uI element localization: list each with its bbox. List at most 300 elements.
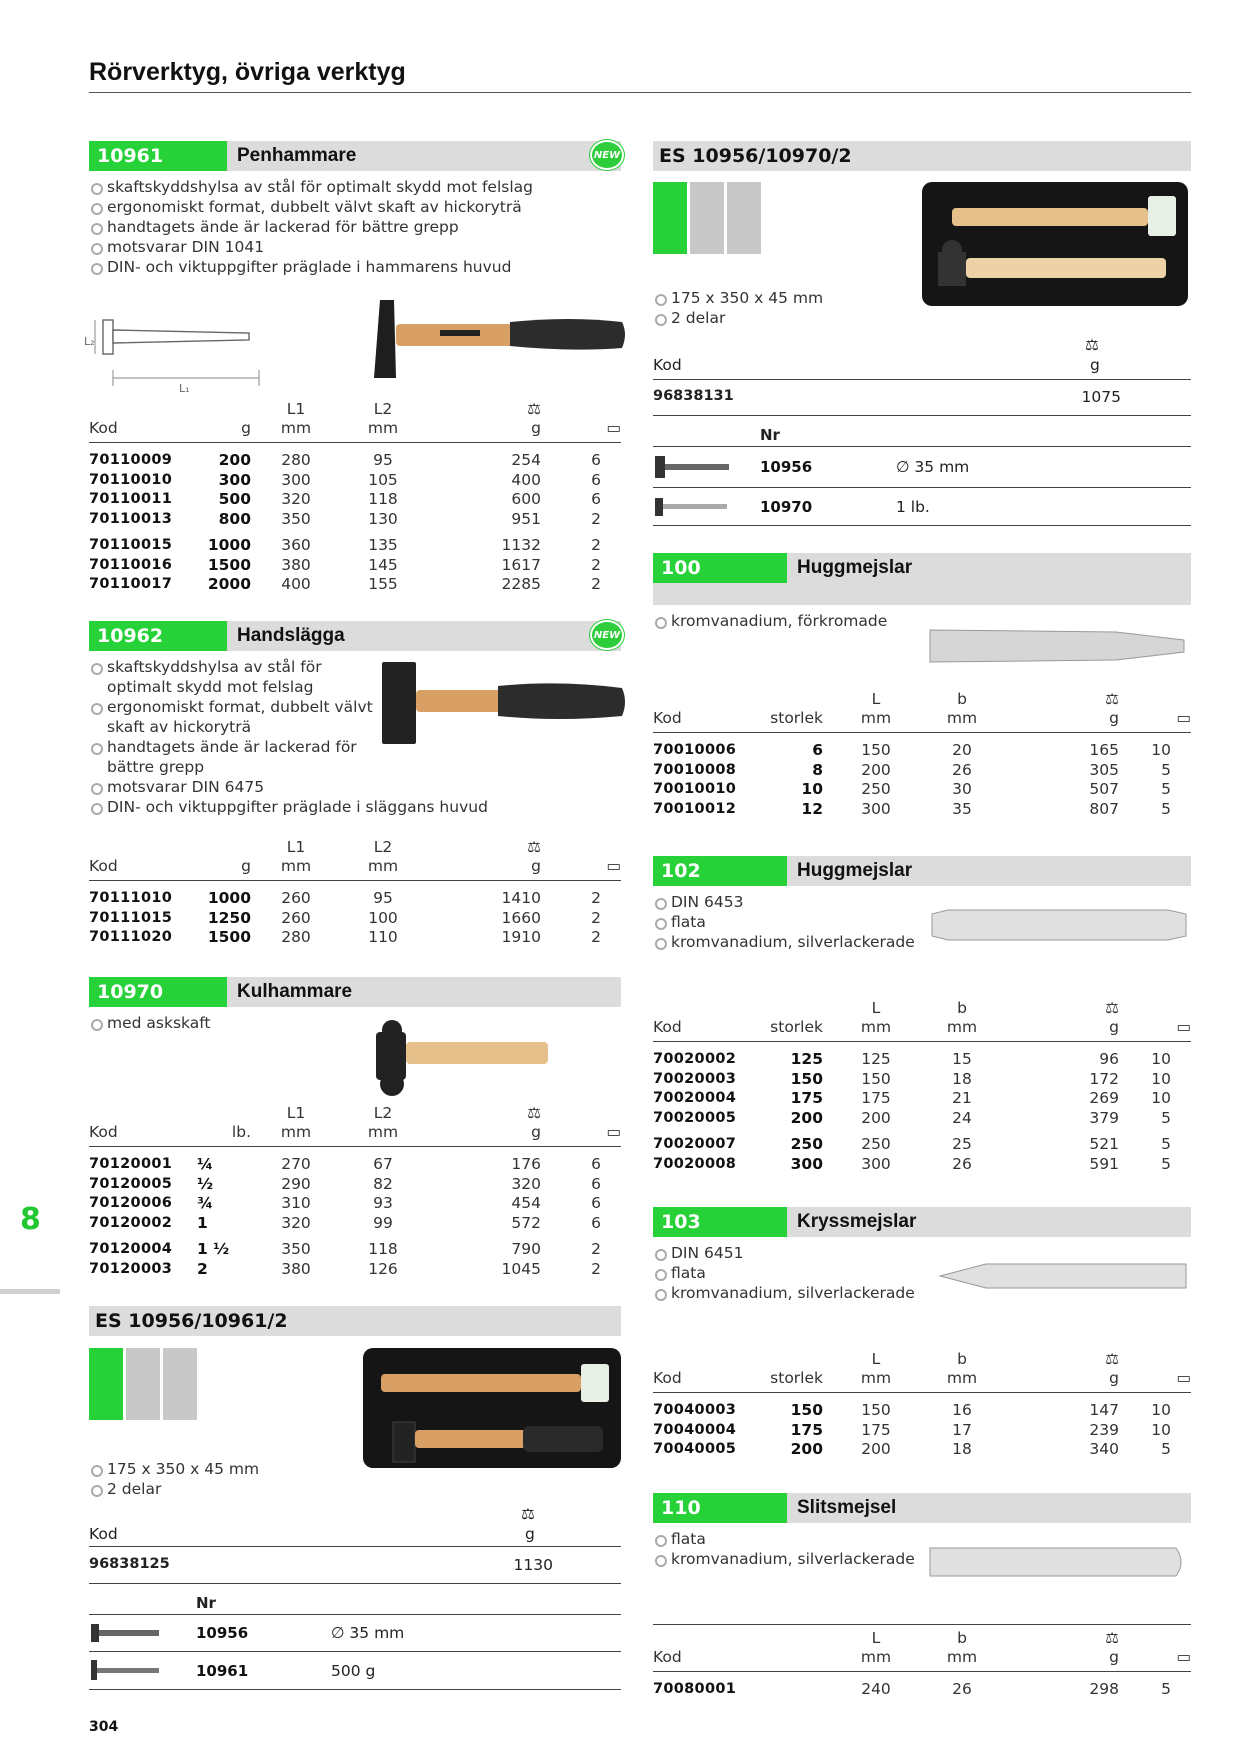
table-cell: 70110009 [89,452,173,468]
table-cell: 5 [1161,1154,1171,1173]
article-name: Handslägga [237,625,345,646]
table-cell: 175 [790,1420,823,1439]
col-storlek: storlek [753,1350,823,1393]
table-cell: 70020005 [653,1109,737,1126]
table-cell: 125 [790,1050,823,1068]
package-icon: ▭ [1119,1350,1191,1393]
col-l2 [341,400,425,443]
table-cell: 70120006 [89,1195,173,1211]
mini-hammer-icon [89,1622,165,1644]
table-cell: 6 [591,470,601,489]
table-cell: 360 [281,536,311,554]
product-image-tray-1 [363,1348,621,1468]
table-cell: 300 [218,470,251,489]
col-l1-unit: mm [280,857,312,875]
table-cell: 70040005 [653,1441,737,1457]
set-weight: 1075 [1081,388,1121,406]
col-storlek: storlek [753,690,823,733]
section-header [89,621,621,651]
table-cell: 2 [591,889,601,907]
spec-table-110 [653,1624,1191,1700]
table-cell: 500 [218,490,251,508]
table-row [89,1147,621,1175]
table-cell: 270 [281,1155,311,1173]
col-l [823,1350,929,1393]
swatch-green [89,1348,123,1420]
table-row [89,510,621,530]
table-cell: 82 [373,1174,393,1193]
col-l-unit: mm [860,1018,892,1036]
table-cell: 1000 [207,536,251,554]
table-cell: 126 [368,1259,398,1278]
feature-item: ergonomiskt format, dubbelt välvt skaft av hickoryträ [89,197,621,217]
col-l2-label: L2 [373,838,393,856]
table-cell: 340 [1089,1440,1119,1458]
section-header [89,1306,621,1336]
feature-item: flata [653,1529,1191,1549]
table-cell: 70010010 [653,781,737,797]
set-row [653,384,1191,416]
table-cell: 70120004 [89,1241,173,1257]
new-badge: NEW [590,620,624,650]
table-cell: 176 [511,1155,541,1173]
dimension-drawing [84,300,269,395]
table-row [89,1260,621,1280]
table-cell: 807 [1089,799,1119,818]
table-cell: 2 [591,575,601,593]
table-row [653,761,1191,781]
table-cell: 254 [511,451,541,469]
table-cell: 20 [952,741,972,759]
table-cell: 269 [1089,1089,1119,1107]
product-image-chisel-102 [928,904,1190,944]
col-l2 [341,838,425,881]
feature-item: 2 delar [653,308,823,328]
col-weight [425,400,541,443]
set-row [89,1552,621,1584]
table-cell: 172 [1089,1069,1119,1088]
mini-hammer-icon [653,496,733,518]
col-b-unit: mm [946,709,978,727]
spec-table-100 [653,690,1191,819]
color-swatch [89,1348,197,1420]
col-weight-unit: g [1109,1018,1119,1036]
col-l1-label: L1 [286,1104,306,1122]
set-title: ES 10956/10970/2 [653,141,860,171]
table-cell: 2000 [207,575,251,593]
article-code: 103 [653,1207,787,1237]
table-cell: 12 [801,799,823,818]
table-row [89,1175,621,1195]
table-cell: 5 [1161,1135,1171,1153]
col-weight-unit: g [525,1525,535,1543]
col-l1 [251,838,341,881]
section-es-10961 [89,1306,621,1336]
table-cell: 175 [861,1089,891,1107]
article-name: Kulhammare [237,981,353,1002]
product-image-kulhammare [370,1018,550,1098]
package-icon: ▭ [1119,690,1191,733]
table-cell: 1250 [207,908,251,927]
table-cell: 24 [952,1108,972,1127]
table-cell: 70120001 [89,1156,173,1172]
table-row [653,1393,1191,1421]
table-cell: 200 [790,1440,823,1458]
table-cell: 200 [861,1108,891,1127]
table-cell: 99 [373,1213,393,1232]
col-l1-label: L1 [286,400,306,418]
feature-item: motsvarar DIN 6475 [89,777,379,797]
section-10961 [89,141,621,277]
spec-table-102 [653,999,1191,1174]
feature-list [89,177,621,277]
table-cell: 70020004 [653,1090,737,1106]
section-header [653,553,1191,605]
spec-table-10961 [89,400,621,595]
col-weight-unit: g [531,857,541,875]
table-cell: 70020003 [653,1070,737,1087]
col-weight [425,1104,541,1147]
scale-icon: ⚖ [527,1104,541,1122]
feature-item: flata [653,912,1191,932]
table-cell: 16 [952,1401,972,1419]
table-cell: 70120002 [89,1214,173,1231]
color-swatch [653,182,761,254]
col-weight-unit: g [531,1123,541,1141]
col-b [929,690,995,733]
table-cell: 93 [373,1194,393,1212]
product-image-chisel-110 [926,1544,1190,1580]
table-cell: 250 [790,1135,823,1153]
article-code: 10970 [89,977,227,1007]
table-cell: 1910 [501,928,541,946]
table-cell: 1 ½ [197,1240,230,1258]
table-cell: 150 [861,741,891,759]
table-cell: 150 [861,1069,891,1088]
chapter-tab-bar [0,1289,60,1294]
table-cell: 1 [197,1213,208,1232]
table-cell: 2 [197,1259,208,1278]
set-table-head [653,336,1191,380]
set-item-nr: 10961 [196,1661,249,1680]
table-cell: 70010006 [653,742,737,758]
col-b [929,1625,995,1672]
package-icon: ▭ [541,1104,621,1147]
table-cell: 2 [591,536,601,554]
table-row [89,471,621,491]
table-row [653,1155,1191,1175]
swatch-green [653,182,687,254]
col-g: g [179,838,251,881]
table-cell: 70040003 [653,1402,737,1418]
table-cell: 2 [591,1240,601,1258]
scale-icon: ⚖ [1085,336,1099,354]
article-code: 10962 [89,621,227,651]
table-row [89,1214,621,1234]
table-cell: 105 [368,470,398,489]
table-cell: 25 [952,1135,972,1153]
table-row [89,1194,621,1214]
feature-list [653,288,823,328]
table-cell: 379 [1089,1108,1119,1127]
col-weight [995,1625,1119,1672]
table-cell: 175 [790,1089,823,1107]
spec-table-10970 [89,1104,621,1279]
table-row [653,780,1191,800]
table-cell: 70010008 [653,761,737,778]
swatch-gray [727,182,761,254]
col-weight-unit: g [1109,1369,1119,1387]
swatch-gray [690,182,724,254]
col-lb: lb. [179,1104,251,1147]
table-cell: 70110015 [89,537,173,553]
table-row [89,575,621,595]
col-b-label: b [957,1629,967,1647]
table-cell: 200 [790,1108,823,1127]
article-name: Penhammare [237,145,357,166]
set-kod: 96838131 [653,388,734,404]
table-cell: 380 [281,555,311,574]
dim-label-l2: L₂ [84,335,95,348]
table-cell: 2 [591,928,601,946]
set-item-row [89,1614,621,1652]
col-storlek: storlek [753,999,823,1042]
scale-icon: ⚖ [1105,1629,1119,1647]
product-image-penhammare [360,292,630,392]
article-name: Huggmejslar [797,557,913,578]
set-item-desc: ∅ 35 mm [331,1624,405,1642]
table-cell: 26 [952,760,972,779]
col-weight-unit: g [1109,1648,1119,1666]
table-cell: 350 [281,509,311,528]
col-l1-label: L1 [286,838,306,856]
col-l1 [251,1104,341,1147]
feature-item: med askskaft [89,1013,621,1033]
spec-table-10962 [89,838,621,948]
table-row [653,1070,1191,1090]
col-l2-unit: mm [367,857,399,875]
table-cell: 70110017 [89,576,173,592]
table-cell: 10 [1151,741,1171,759]
table-row [653,800,1191,820]
table-cell: ¼ [197,1155,214,1173]
col-l1-unit: mm [280,1123,312,1141]
table-cell: 260 [281,889,311,907]
col-kod: Kod [89,838,179,881]
set-weight: 1130 [513,1556,553,1574]
set-item-desc: 1 lb. [896,497,930,516]
table-cell: 147 [1089,1401,1119,1419]
col-b-unit: mm [946,1018,978,1036]
product-image-chisel-103 [936,1256,1190,1296]
swatch-gray [163,1348,197,1420]
col-l-label: L [871,1350,881,1368]
table-cell: 1500 [207,928,251,946]
table-cell: 300 [861,799,891,818]
table-cell: 240 [861,1680,891,1698]
table-cell: 400 [511,470,541,489]
scale-icon: ⚖ [1105,1350,1119,1368]
table-cell: 320 [281,1213,311,1232]
col-b [929,999,995,1042]
table-cell: 70111010 [89,890,173,906]
table-cell: 10 [1151,1050,1171,1068]
table-row [89,556,621,576]
table-cell: 70010012 [653,800,737,817]
col-l1-unit: mm [280,419,312,437]
table-cell: 305 [1089,760,1119,779]
feature-item: handtagets ände är lackerad för bättre grepp [89,217,621,237]
col-kod: Kod [89,400,179,443]
article-code: 100 [653,553,787,583]
feature-item: flata [653,1263,1191,1283]
table-cell: 70110011 [89,491,173,507]
col-kod: Kod [653,356,682,374]
table-cell: 300 [790,1154,823,1173]
table-cell: 250 [861,1135,891,1153]
table-cell: 6 [591,490,601,508]
col-l2-unit: mm [367,1123,399,1141]
table-cell: 320 [511,1174,541,1193]
chapter-tab: 8 [20,1202,41,1237]
section-header [653,1207,1191,1237]
table-cell: 150 [790,1401,823,1419]
table-cell: 10 [1151,1420,1171,1439]
col-l [823,690,929,733]
article-code: 10961 [89,141,227,171]
table-row [653,1440,1191,1460]
article-code: 102 [653,856,787,886]
col-b-label: b [957,690,967,708]
col-l-unit: mm [860,1648,892,1666]
col-kod: Kod [653,1625,823,1672]
col-kod: Kod [89,1525,118,1543]
col-l-unit: mm [860,709,892,727]
section-header [653,856,1191,886]
feature-item: kromvanadium, silverlackerade [653,1283,1191,1303]
table-cell: 70110010 [89,471,173,488]
table-cell: 70040004 [653,1421,737,1438]
table-cell: 507 [1089,780,1119,798]
article-name: Kryssmejslar [797,1211,917,1232]
table-cell: 135 [368,536,398,554]
feature-item: DIN 6451 [653,1243,1191,1263]
table-cell: 5 [1161,780,1171,798]
feature-item: DIN- och viktuppgifter präglade i släggans huvud [89,797,489,817]
col-weight [425,838,541,881]
table-cell: 800 [218,509,251,528]
table-cell: 280 [281,451,311,469]
table-cell: 17 [952,1420,972,1439]
package-icon: ▭ [541,400,621,443]
table-cell: 790 [511,1240,541,1258]
product-image-handslagga [378,660,628,750]
feature-item: skaftskyddshylsa av stål för optimalt skydd mot felslag [89,177,621,197]
feature-item: motsvarar DIN 1041 [89,237,621,257]
table-cell: ½ [197,1174,214,1193]
nr-label: Nr [760,426,780,444]
table-cell: 200 [218,451,251,469]
table-cell: 70120005 [89,1175,173,1192]
product-image-chisel-100 [926,626,1188,666]
table-cell: 280 [281,928,311,946]
table-cell: 200 [861,1440,891,1458]
table-cell: 70110016 [89,556,173,573]
scale-icon: ⚖ [1105,999,1119,1017]
table-row [653,1109,1191,1129]
table-cell: 145 [368,555,398,574]
table-cell: 290 [281,1174,311,1193]
table-row [89,529,621,556]
feature-list [89,657,488,817]
col-weight [995,1350,1119,1393]
table-cell: 130 [368,509,398,528]
col-b-label: b [957,999,967,1017]
set-item-desc: ∅ 35 mm [896,458,970,476]
package-icon: ▭ [541,838,621,881]
table-cell: 6 [591,1194,601,1212]
table-row [89,881,621,909]
table-cell: 6 [591,1213,601,1232]
table-row [89,928,621,948]
section-header [653,141,1191,171]
new-badge: NEW [590,140,624,170]
set-item-row [653,488,1191,526]
col-l [823,999,929,1042]
article-name: Slitsmejsel [797,1497,897,1518]
col-l2-label: L2 [373,1104,393,1122]
table-cell: ¾ [197,1194,214,1212]
nr-label: Nr [196,1594,216,1612]
col-b-label: b [957,1350,967,1368]
table-cell: 70120003 [89,1260,173,1277]
table-row [89,443,621,471]
set-item-row [89,1652,621,1690]
table-cell: 95 [373,451,393,469]
table-cell: 1660 [501,908,541,927]
table-cell: 1132 [501,536,541,554]
set-item-nr: 10970 [760,497,813,516]
table-cell: 150 [861,1401,891,1419]
swatch-gray [126,1348,160,1420]
scale-icon: ⚖ [521,1505,535,1523]
section-header [653,1493,1191,1523]
table-cell: 100 [368,908,398,927]
table-cell: 1500 [207,555,251,574]
col-l1 [251,400,341,443]
table-cell: 1410 [501,889,541,907]
dim-label-l1: L₁ [179,382,190,395]
section-header [89,977,621,1007]
page-title: Rörverktyg, övriga verktyg [89,58,406,86]
set-item-desc: 500 g [331,1661,376,1680]
table-cell: 1617 [501,555,541,574]
feature-item: ergonomiskt format, dubbelt välvt skaft av hickoryträ [89,697,379,737]
table-cell: 95 [373,889,393,907]
table-cell: 67 [373,1155,393,1173]
col-l2-label: L2 [373,400,393,418]
scale-icon: ⚖ [527,838,541,856]
table-cell: 118 [368,1240,398,1258]
table-cell: 300 [281,470,311,489]
table-cell: 6 [812,741,823,759]
table-cell: 70111020 [89,929,173,945]
table-cell: 951 [511,509,541,528]
table-cell: 600 [511,490,541,508]
table-cell: 2285 [501,575,541,593]
table-row [653,1128,1191,1155]
col-weight-unit: g [1090,356,1100,374]
